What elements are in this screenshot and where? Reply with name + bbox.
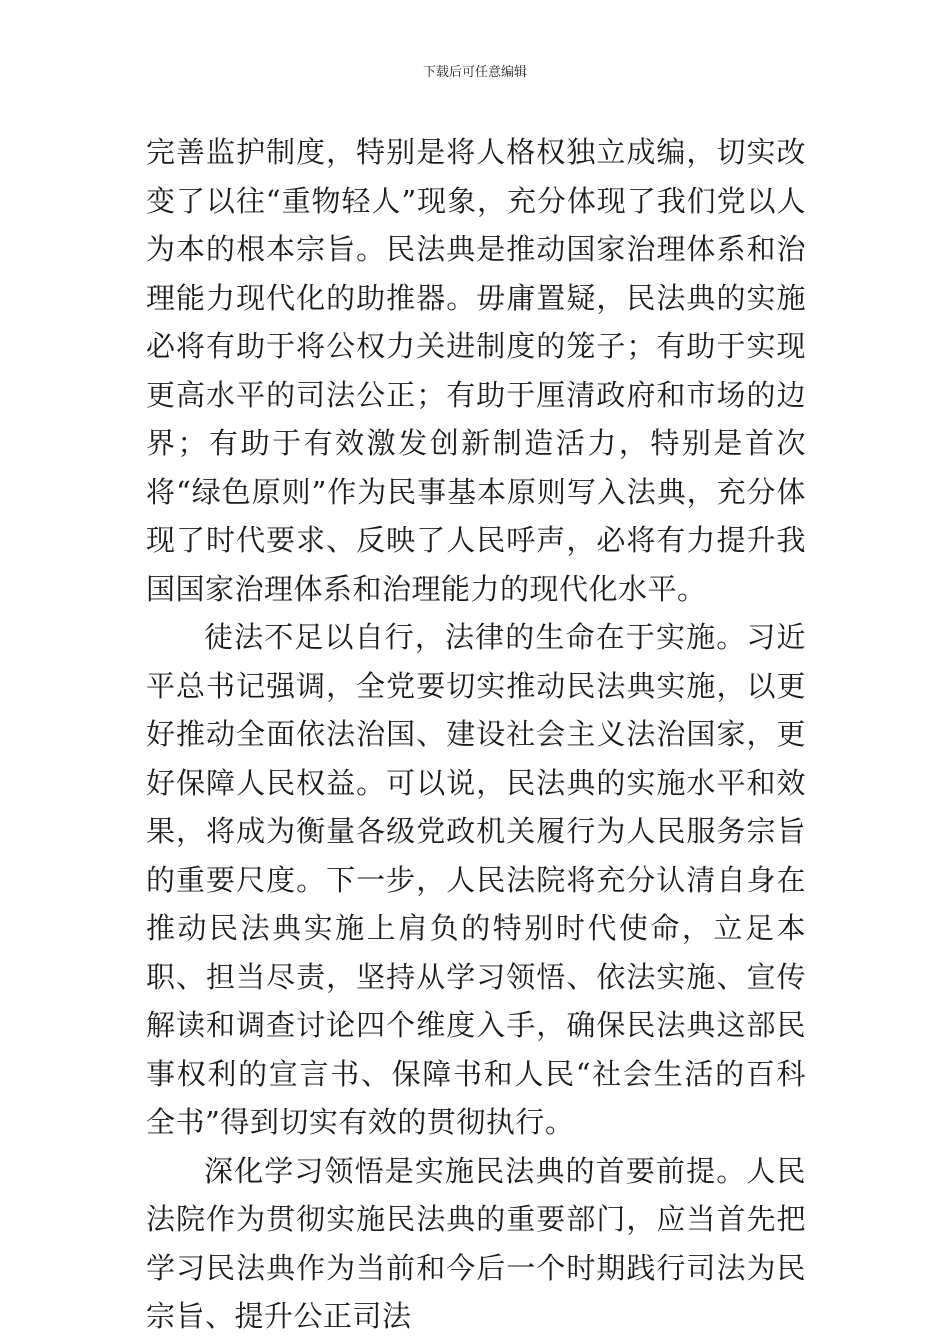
document-body (146, 128, 806, 1341)
paragraph-continuation: 完善监护制度，特别是将人格权独立成编，切实改变了以往“重物轻人”现象，充分体现了我们党以人为本的根本宗旨。民法典是推动国家治理体系和治理能力现代化的助推器。毋庸置疑，民法典的实施必将有助于将公权力关进制度的笼子；有助于实现更高水平的司法公正；有助于厘清政府和市场的边界；有助于有效激发创新制造活力，特别是首次将“绿色原则”作为民事基本原则写入法典，充分体现了时代要求、反映了人民呼声，必将有力提升我国国家治理体系和治理能力的现代化水平。 (146, 135, 806, 606)
paragraph-implementation: 徒法不足以自行，法律的生命在于实施。习近平总书记强调，全党要切实推动民法典实施，以更好推动全面依法治国、建设社会主义法治国家，更好保障人民权益。可以说，民法典的实施水平和效果，将成为衡量各级党政机关履行为人民服务宗旨的重要尺度。下一步，人民法院将充分认清自身在推动民法典实施上肩负的特别时代使命，立足本职、担当尽责，坚持从学习领悟、依法实施、宣传解读和调查讨论四个维度入手，确保民法典这部民事权利的宣言书、保障书和人民“社会生活的百科全书”得到切实有效的贯彻执行。 (146, 620, 806, 1139)
paragraph-study: 深化学习领悟是实施民法典的首要前提。人民法院作为贯彻实施民法典的重要部门，应当首先把学习民法典作为当前和今后一个时期践行司法为民宗旨、提升公正司法 (146, 1153, 806, 1333)
page-header: 下载后可任意编辑 (422, 65, 527, 80)
